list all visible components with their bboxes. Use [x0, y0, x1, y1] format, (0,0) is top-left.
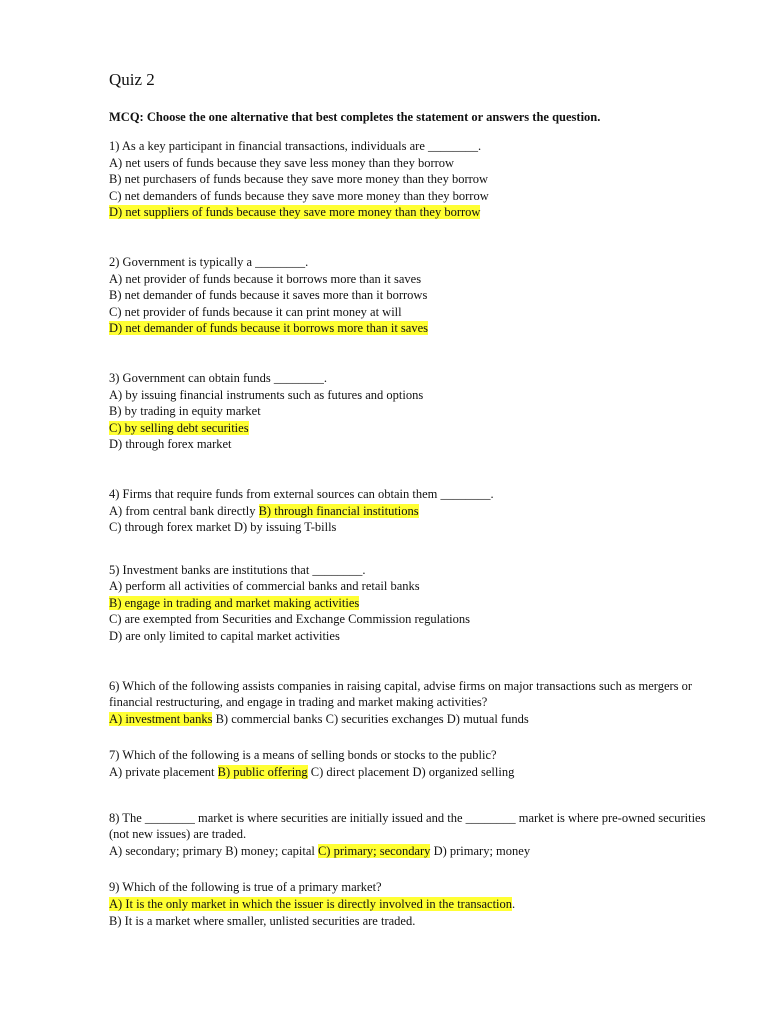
options-b-c-d: B) commercial banks C) securities exchanges D) mutual funds [212, 711, 529, 726]
option-d: D) by issuing T-bills [233, 520, 337, 535]
question-stem: 4) Firms that require funds from external sources can obtain them ________. [109, 486, 494, 501]
option-d: D) through forex market [109, 437, 232, 452]
options-a-b: A) secondary; primary B) money; capital [109, 843, 318, 858]
option-c: C) net provider of funds because it can print money at will [109, 304, 402, 319]
question-stem: 6) Which of the following assists companies in raising capital, advise firms on major transactions such as mergers or financial restructuring, and engage in trading and market making activities? [109, 678, 693, 710]
option-b: B) net purchasers of funds because they save more money than they borrow [109, 172, 489, 187]
option-c: C) are exempted from Securities and Exchange Commission regulations [109, 612, 471, 627]
option-b-correct: B) through financial institutions [258, 503, 419, 518]
option-b-correct: B) public offering [217, 765, 308, 780]
option-c-correct: C) primary; secondary [317, 843, 431, 858]
option-b-correct: B) engage in trading and market making activities [109, 595, 360, 610]
question-stem: 9) Which of the following is true of a primary market? [109, 880, 382, 895]
question-stem: 5) Investment banks are institutions that ________. [109, 562, 366, 577]
question-2 [109, 254, 708, 337]
option-a: A) net provider of funds because it borrows more than it saves [109, 271, 422, 286]
option-a: A) net users of funds because they save less money than they borrow [109, 155, 455, 170]
option-d: D) are only limited to capital market activities [109, 629, 340, 644]
question-5 [109, 562, 708, 645]
page-title: Quiz 2 [109, 70, 155, 89]
option-d-correct: D) net suppliers of funds because they save more money than they borrow [109, 205, 481, 220]
option-a: A) perform all activities of commercial banks and retail banks [109, 579, 420, 594]
question-stem: 3) Government can obtain funds ________. [109, 370, 328, 385]
options-c-d: C) direct placement D) organized selling [307, 765, 515, 780]
question-stem: 7) Which of the following is a means of selling bonds or stocks to the public? [109, 748, 497, 763]
option-b: B) net demander of funds because it saves more than it borrows [109, 288, 428, 303]
option-a-period: . [512, 897, 516, 911]
question-1 [109, 138, 708, 221]
question-stem: 2) Government is typically a ________. [109, 254, 309, 269]
question-7 [109, 747, 708, 780]
option-a: A) private placement [109, 765, 218, 780]
question-stem: 1) As a key participant in financial transactions, individuals are ________. [109, 139, 482, 153]
option-c: C) net demanders of funds because they save more money than they borrow [109, 188, 489, 203]
option-b: B) It is a market where smaller, unlisted securities are traded. [109, 913, 416, 928]
option-d-correct: D) net demander of funds because it borrows more than it saves [109, 321, 429, 336]
question-9 [109, 879, 708, 929]
option-a: A) by issuing financial instruments such as futures and options [109, 387, 424, 402]
option-a-correct: A) investment banks [109, 711, 213, 726]
instructions: MCQ: Choose the one alternative that best completes the statement or answers the question. [109, 110, 601, 124]
option-d: D) primary; money [430, 843, 531, 858]
option-a: A) from central bank directly [109, 503, 259, 518]
option-c-correct: C) by selling debt securities [109, 420, 249, 435]
option-a-correct: A) It is the only market in which the issuer is directly involved in the transaction [109, 897, 513, 911]
option-c: C) through forex market [109, 520, 234, 535]
question-6 [109, 678, 708, 728]
question-8 [109, 810, 708, 860]
question-stem: 8) The ________ market is where securities are initially issued and the ________ market is where pre-owned securities (not new issues) are traded. [109, 810, 706, 842]
option-b: B) by trading in equity market [109, 404, 261, 419]
question-4 [109, 486, 708, 536]
question-3 [109, 370, 708, 453]
